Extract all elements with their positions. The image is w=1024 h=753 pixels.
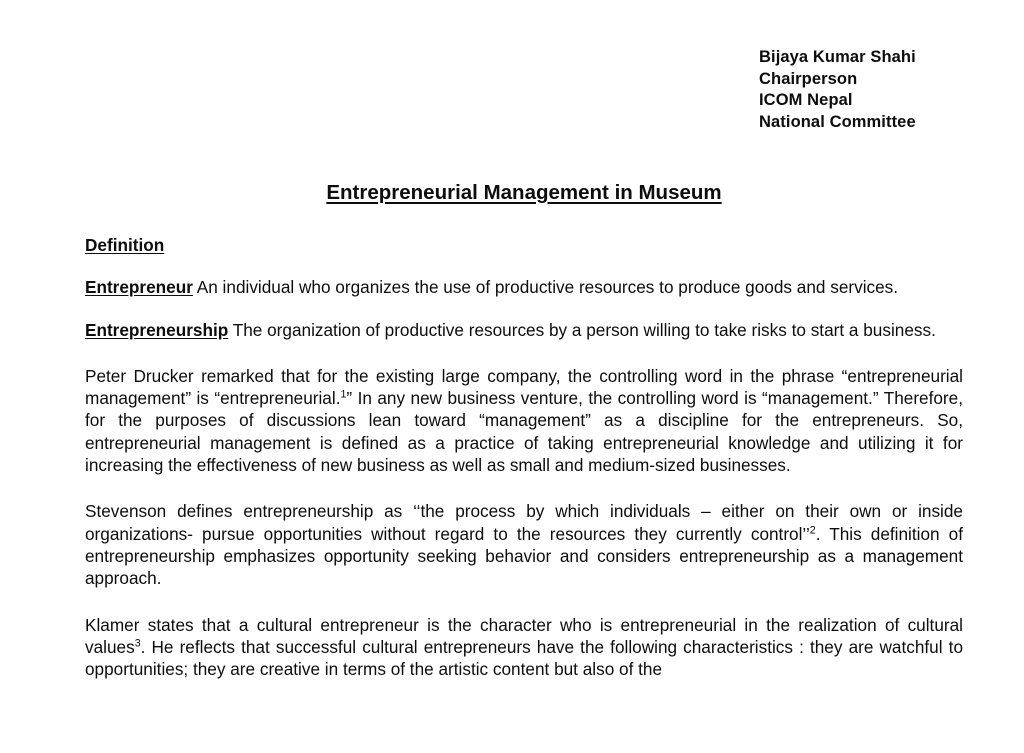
paragraph-stevenson-part1: Stevenson defines entrepreneurship as ‘‘the process by which individuals – either on their own or inside organizations- pursue opportunities without regard to the resources they currently control’’ <box>85 501 963 544</box>
document-body <box>85 234 963 680</box>
definition-term-entrepreneurship: Entrepreneurship <box>85 319 229 340</box>
section-heading-definition <box>85 234 963 256</box>
letterhead-committee: National Committee <box>759 112 916 131</box>
page-title <box>85 180 963 206</box>
letterhead-role: Chairperson <box>759 69 858 88</box>
letterhead-organization: ICOM Nepal <box>759 91 853 109</box>
footnote-marker-1: 1 <box>340 388 347 401</box>
letterhead-block <box>759 47 916 133</box>
section-heading-definition-text: Definition <box>85 235 165 255</box>
definition-text-entrepreneur: An individual who organizes the use of productive resources to produce goods and services. <box>192 277 899 298</box>
paragraph-drucker <box>85 365 963 476</box>
page-title-text: Entrepreneurial Management in Museum <box>326 180 722 204</box>
paragraph-drucker-part1: Peter Drucker remarked that for the existing large company, the controlling word in the phrase “entrepreneurial management” is “entrepreneurial. <box>85 365 963 409</box>
paragraph-stevenson-part2: . This definition of entrepreneurship emphasizes opportunity seeking behavior and considers entrepreneurship as a management approach. <box>85 523 963 589</box>
definition-entrepreneur <box>85 276 963 298</box>
paragraph-klamer-part2: . He reflects that successful cultural entrepreneurs have the following characteristics : they are watchful to opportunities; they are creative in terms of the artistic content but also of the <box>85 636 963 680</box>
footnote-marker-2: 2 <box>809 523 816 536</box>
paragraph-drucker-part2: ” In any new business venture, the controlling word is “management.” Therefore, for the purposes of discussions lean toward “management” as a discipline for the entrepreneurs. So, entrepreneurial management is defined as a practice of taking entrepreneurial knowledge and utilizing it for increasing the effectiveness of new business as well as small and medium-sized businesses. <box>85 388 963 476</box>
letterhead-author-name: Bijaya Kumar Shahi <box>759 48 916 66</box>
definition-text-entrepreneurship: The organization of productive resources by a person willing to take risks to start a business. <box>228 319 936 340</box>
paragraph-klamer <box>85 614 963 681</box>
footnote-marker-3: 3 <box>134 637 141 650</box>
definition-term-entrepreneur: Entrepreneur <box>85 277 193 298</box>
paragraph-klamer-part1: Klamer states that a cultural entrepreneur is the character who is entrepreneurial in the realization of cultural values <box>85 614 963 657</box>
definition-entrepreneurship <box>85 319 963 341</box>
paragraph-stevenson <box>85 500 963 589</box>
